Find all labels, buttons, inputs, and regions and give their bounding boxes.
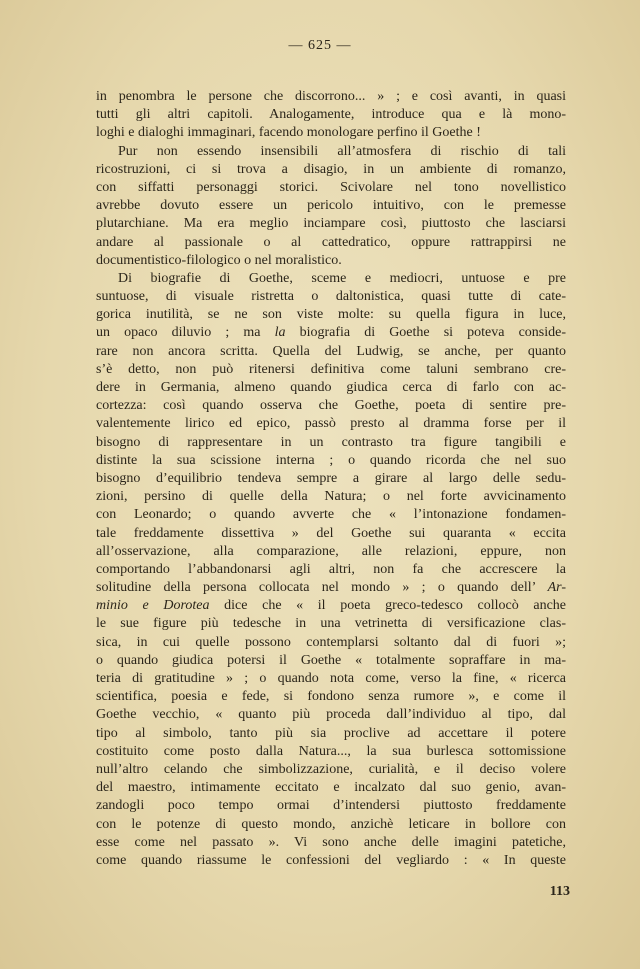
- line-text: dice che « il poeta greco-tedesco collocò anche: [209, 598, 566, 614]
- line-text: all’osservazione, alla comparazione, alle relazioni, eppure, non: [96, 543, 566, 559]
- line-text: esse come nel passato ». Vi sono anche delle imagini patetiche,: [96, 834, 566, 850]
- text-line: [96, 179, 566, 197]
- line-text: suntuose, di visuale ristretta o daltonistica, quasi tutte di cate-: [96, 289, 566, 305]
- line-text: bisogno d’equilibrio tendeva sempre a girare al largo delle sedu-: [96, 470, 566, 486]
- text-line: [96, 470, 566, 488]
- line-text: zioni, persino di quelle della Natura; o nel forte avvicinamento: [96, 489, 566, 505]
- text-line: [96, 652, 566, 670]
- line-text: sica, in cui quelle possono contemplarsi soltanto dal di fuori »;: [96, 634, 566, 650]
- text-line: [96, 361, 566, 379]
- body-text: [96, 88, 566, 870]
- line-text: Pur non essendo insensibili all’atmosfera di rischio di tali: [118, 143, 566, 159]
- line-text: costituito come posto dalla Natura..., la sua burlesca sottomissione: [96, 743, 566, 759]
- text-line: [96, 343, 566, 361]
- text-line: [96, 852, 566, 870]
- line-text: valentemente lirico ed epico, passò presto al dramma forse per il: [96, 416, 566, 432]
- text-line: [96, 434, 566, 452]
- text-line: [96, 252, 566, 270]
- italic-text: minio e Dorotea: [96, 598, 210, 614]
- text-line: [96, 725, 566, 743]
- text-line: [96, 288, 566, 306]
- line-text: cortezza: così quando osserva che Goethe, poeta di sentire pre-: [96, 398, 566, 414]
- line-text: Di biografie di Goethe, sceme e mediocri, untuose e pre: [118, 270, 566, 286]
- text-line: [96, 779, 566, 797]
- line-text: gorica inutilità, se ne son viste molte: su quella figura in luce,: [96, 307, 566, 323]
- line-text: comportando l’abbandonarsi agli altri, non fa che accrescere la: [96, 561, 566, 577]
- line-text: bisogno di rappresentare in un contrasto tra figure tangibili e: [96, 434, 566, 450]
- text-line: [96, 706, 566, 724]
- text-line: [96, 506, 566, 524]
- text-line: [96, 634, 566, 652]
- text-line: [96, 306, 566, 324]
- text-line: [96, 743, 566, 761]
- text-line: [96, 670, 566, 688]
- text-line: [96, 597, 566, 615]
- text-line: [96, 797, 566, 815]
- text-line: [96, 488, 566, 506]
- line-text: documentistico-filologico o nel moralistico.: [96, 252, 342, 268]
- running-folio: — 625 —: [288, 38, 352, 53]
- line-text: tutti gli altri capitoli. Analogamente, introduce qua e là mono-: [96, 107, 566, 123]
- line-text: tipo al simbolo, tanto più sia proclive ad accettare il potere: [96, 725, 566, 741]
- text-line: [96, 324, 566, 342]
- line-text: avrebbe dovuto essere un pericolo intuitivo, con le premesse: [96, 198, 566, 214]
- text-line: [96, 143, 566, 161]
- text-line: [96, 452, 566, 470]
- text-line: [96, 215, 566, 233]
- line-text: dere in Germania, almeno quando giudica cerca di farlo con ac-: [96, 380, 566, 395]
- text-line: [96, 270, 566, 288]
- line-text: teria di gratitudine » ; o quando nota come, verso la fine, « ricerca: [96, 671, 566, 686]
- line-text: s’è detto, non può ritenersi definitiva come taluni sembrano cre-: [96, 361, 566, 377]
- line-text: zandogli poco tempo ormai d’intendersi piuttosto freddamente: [96, 798, 566, 814]
- text-line: [96, 161, 566, 179]
- line-text: come quando riassume le confessioni del vegliardo : « In queste: [96, 852, 566, 868]
- text-line: [96, 415, 566, 433]
- line-text: biografia di Goethe si poteva conside-: [285, 325, 567, 341]
- italic-text: la: [274, 325, 286, 341]
- text-line: [96, 688, 566, 706]
- text-line: [96, 106, 566, 124]
- line-text: Goethe vecchio, « quanto più proceda dall’individuo al tipo, dal: [96, 707, 566, 723]
- line-text: rare non ancora scritta. Quella del Ludwig, se anche, per quanto: [96, 343, 566, 359]
- italic-text: Ar-: [547, 580, 566, 596]
- line-text: ricostruzioni, ci si trova a disagio, in un ambiente di romanzo,: [96, 161, 566, 177]
- page-number: 113: [549, 884, 570, 899]
- text-line: [96, 543, 566, 561]
- line-text: del maestro, intimamente eccitato e incalzato dal suo genio, avan-: [96, 780, 566, 796]
- line-text: un opaco diluvio ; ma: [96, 325, 275, 341]
- text-line: [96, 579, 566, 597]
- line-text: scientifica, poesia e fede, si fondono senza rumore », e come il: [96, 689, 566, 705]
- line-text: loghi e dialoghi immaginari, facendo monologare perfino il Goethe !: [96, 125, 481, 141]
- line-text: distinte la sua scissione interna ; o quando ricorda che nel suo: [96, 452, 566, 468]
- text-line: [96, 761, 566, 779]
- text-line: [96, 561, 566, 579]
- text-line: [96, 88, 566, 106]
- line-text: o quando giudica potersi il Goethe « totalmente sopraffare in ma-: [96, 652, 566, 668]
- line-text: andare al passionale o al cattedratico, oppure rattrappirsi ne: [96, 234, 566, 250]
- text-line: [96, 197, 566, 215]
- line-text: le sue figure più tedesche in una vetrinetta di versificazione clas-: [96, 616, 566, 632]
- text-line: [96, 234, 566, 252]
- text-line: [96, 379, 566, 397]
- line-text: null’altro celando che simbolizzazione, curialità, e il deciso volere: [96, 761, 566, 777]
- text-line: [96, 816, 566, 834]
- line-text: in penombra le persone che discorrono... » ; e così avanti, in quasi: [96, 89, 566, 104]
- line-text: plutarchiane. Ma era meglio inciampare così, piuttosto che lasciarsi: [96, 216, 566, 232]
- line-text: tale freddamente dissettiva » del Goethe sui quaranta « eccita: [96, 525, 566, 541]
- line-text: solitudine della persona collocata nel mondo » ; o quando dell’: [96, 580, 548, 596]
- text-line: [96, 615, 566, 633]
- text-line: [96, 397, 566, 415]
- line-text: con Leonardo; o quando avverte che « l’intonazione fondamen-: [96, 507, 566, 523]
- text-line: [96, 834, 566, 852]
- line-text: con siffatti personaggi storici. Scivolare nel tono novellistico: [96, 179, 566, 195]
- line-text: con le potenze di questo mondo, anzichè leticare in bollore con: [96, 816, 566, 832]
- text-line: [96, 124, 566, 142]
- text-line: [96, 525, 566, 543]
